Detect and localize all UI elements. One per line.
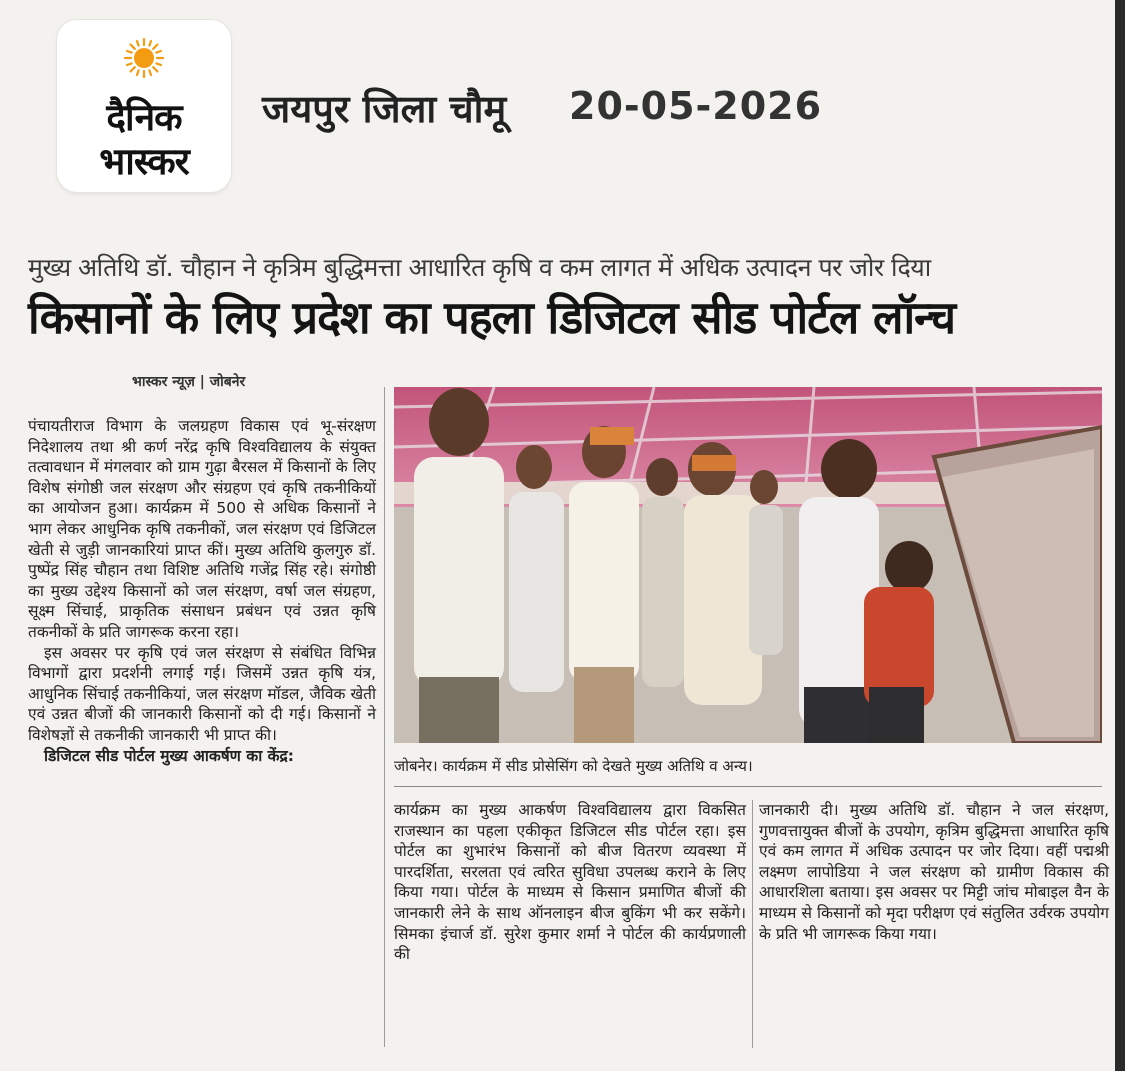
edition-label: जयपुर जिला चौमू (262, 87, 507, 131)
screen-edge (1115, 0, 1125, 1071)
article-paragraph: कार्यक्रम का मुख्य आकर्षण विश्वविद्यालय द्वारा विकसित राजस्थान का पहला एकीकृत डिजिटल सीड पोर्टल रहा। इस पोर्टल का शुभारंभ किसानों को बीज वितरण व्यवस्था में पारदर्शिता, सरलता एवं त्वरित सुविधा उपलब्ध कराने के लिए किया गया। पोर्टल के माध्यम से किसान प्रमाणित बीजों की जानकारी लेने के साथ ऑनलाइन बीज बुकिंग भी कर सकेंगे। सिमका इंचार्ज डॉ. सुरेश कुमार शर्मा ने पोर्टल की कार्यप्रणाली की (394, 801, 746, 964)
edition-date: 20-05-2026 (569, 84, 823, 128)
article-paragraph: पंचायतीराज विभाग के जलग्रहण विकास एवं भू-संरक्षण निदेशालय तथा श्री कर्ण नरेंद्र कृषि विश्वविद्यालय के संयुक्त तत्वावधान में मंगलवार को ग्राम गुढ़ा बैरसल में किसानों के लिए विशेष संगोष्ठी जल संरक्षण और संग्रहण एवं कृषि तकनीकियों का आयोजन हुआ। कार्यक्रम में 500 से अधिक किसानों ने भाग लेकर आधुनिक कृषि तकनीकों, जल संरक्षण एवं डिजिटल खेती से जुड़ी जानकारियां प्राप्त कीं। मुख्य अतिथि कुलगुरु डॉ. पुष्पेंद्र सिंह चौहान तथा विशिष्ट अतिथि गजेंद्र सिंह रहे। संगोष्ठी का मुख्य उद्देश्य किसानों को जल संरक्षण, वर्षा जल संग्रहण, सूक्ष्म सिंचाई, प्राकृतिक संसाधन प्रबंधन एवं उन्नत कृषि तकनीकों के प्रति जागरूक करना रहा। (28, 417, 376, 641)
column-divider (384, 387, 385, 1047)
article-column-2 (394, 800, 746, 965)
logo-text-line1: दैनिक (106, 96, 182, 139)
photo-caption: जोबनेर। कार्यक्रम में सीड प्रोसेसिंग को देखते मुख्य अतिथि व अन्य। (394, 757, 753, 775)
sun-icon (124, 38, 164, 78)
article-kicker: मुख्य अतिथि डॉ. चौहान ने कृत्रिम बुद्धिमत्ता आधारित कृषि व कम लागत में अधिक उत्पादन पर जोर दिया (28, 253, 931, 282)
logo-text-line2: भास्कर (99, 140, 189, 183)
article-headline: किसानों के लिए प्रदेश का पहला डिजिटल सीड पोर्टल लॉन्च (28, 291, 956, 344)
article-column-1 (28, 416, 376, 766)
newspaper-logo (57, 20, 231, 192)
article-byline: भास्कर न्यूज़ | जोबनेर (132, 374, 246, 390)
article-subheading: डिजिटल सीड पोर्टल मुख्य आकर्षण का केंद्र: (44, 746, 294, 765)
article-paragraph: इस अवसर पर कृषि एवं जल संरक्षण से संबंधित विभिन्न विभागों द्वारा प्रदर्शनी लगाई गई। जिसमें उन्नत कृषि यंत्र, आधुनिक सिंचाई तकनीकियां, जल संरक्षण मॉडल, जैविक खेती एवं उन्नत बीजों की जानकारी किसानों को दी गई। किसानों ने विशेषज्ञों से तकनीकी जानकारी भी प्राप्त की। (28, 643, 376, 744)
column-divider (752, 800, 753, 1048)
article-column-3 (759, 800, 1109, 944)
article-paragraph: जानकारी दी। मुख्य अतिथि डॉ. चौहान ने जल संरक्षण, गुणवत्तायुक्त बीजों के उपयोग, कृत्रिम बुद्धिमत्ता आधारित कृषि एवं कम लागत में अधिक उत्पादन पर जोर दिया। वहीं पद्मश्री लक्ष्मण लापोडिया ने जल संरक्षण को ग्रामीण विकास की आधारशिला बताया। इस अवसर पर मिट्टी जांच मोबाइल वैन के माध्यम से किसानों को मृदा परीक्षण एवं संतुलित उर्वरक उपयोग के प्रति भी जागरूक किया गया। (759, 801, 1109, 943)
news-photo (394, 387, 1102, 743)
caption-divider (394, 786, 1102, 787)
